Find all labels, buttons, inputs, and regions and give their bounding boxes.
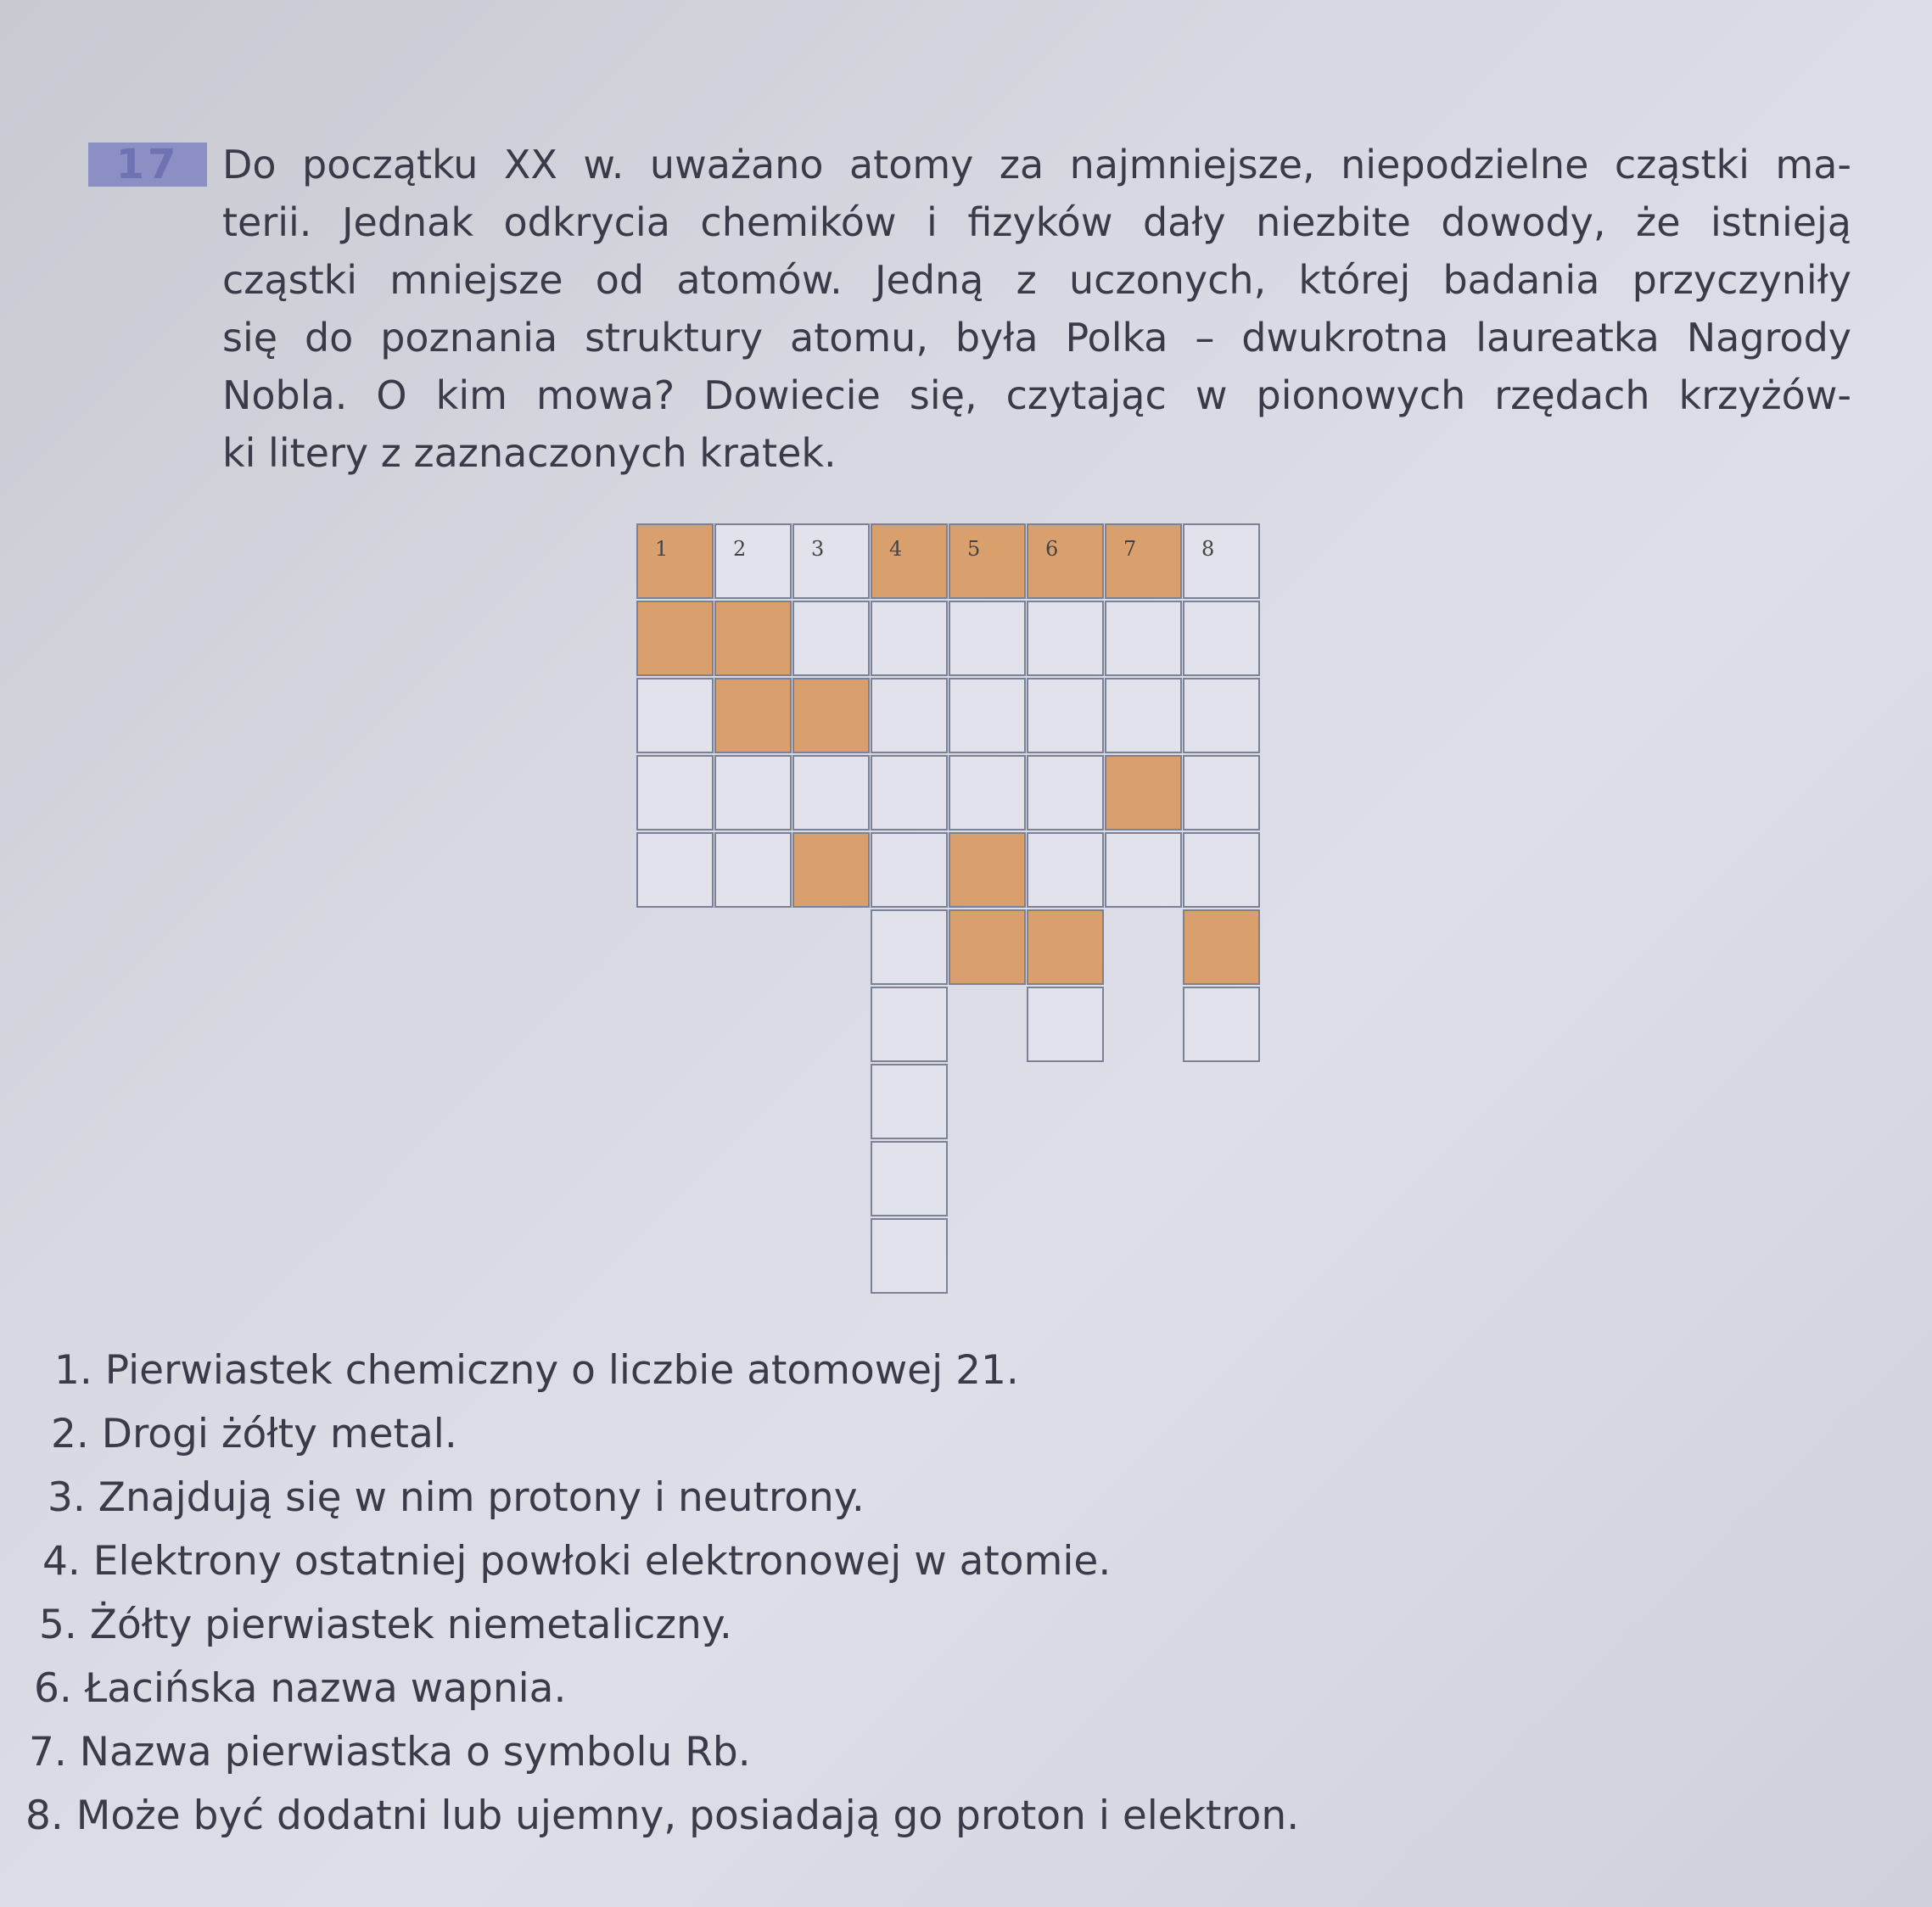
crossword-cell <box>636 678 714 753</box>
crossword-clue-number: 8 <box>1201 537 1215 561</box>
crossword-clue-number: 6 <box>1045 537 1059 561</box>
crossword-cell <box>949 678 1026 753</box>
crossword-cell <box>714 523 792 599</box>
crossword-cell <box>636 832 714 908</box>
crossword-cell <box>1027 601 1104 676</box>
crossword-cell <box>949 909 1026 985</box>
clue-text: Nazwa pierwiastka o symbolu Rb. <box>79 1729 751 1776</box>
crossword-clue-number: 4 <box>889 537 903 561</box>
crossword-clue-number: 5 <box>967 537 981 561</box>
clue-item <box>29 1729 751 1776</box>
crossword-cell <box>949 601 1026 676</box>
clue-text: Pierwiastek chemiczny o liczbie atomowej 21. <box>104 1347 1019 1394</box>
crossword-cell <box>949 755 1026 830</box>
clue-item <box>51 1411 457 1457</box>
crossword-cell <box>949 832 1026 908</box>
crossword-cell <box>871 1141 948 1216</box>
clue-text: Drogi żółty metal. <box>101 1411 457 1457</box>
crossword-clue-number: 7 <box>1123 537 1137 561</box>
clue-item <box>48 1474 865 1521</box>
crossword-cell <box>1105 678 1182 753</box>
crossword-cell <box>1105 755 1182 830</box>
crossword-cell <box>871 909 948 985</box>
intro-line: Do początku XX w. uważano atomy za najmniejsze, niepodzielne cząstki ma- <box>222 142 1851 187</box>
crossword-cell <box>792 832 870 908</box>
task-intro <box>222 136 1851 482</box>
clue-text: Może być dodatni lub ujemny, posiadają go proton i elektron. <box>76 1792 1300 1839</box>
crossword-cell <box>871 678 948 753</box>
crossword-cell <box>1183 987 1260 1062</box>
clue-number: 8. <box>25 1792 76 1839</box>
crossword-cell <box>1183 678 1260 753</box>
crossword-cell <box>636 755 714 830</box>
crossword-cell <box>792 523 870 599</box>
task-number-badge: 17 <box>88 143 207 187</box>
clue-item <box>54 1347 1019 1394</box>
clue-number: 5. <box>39 1602 90 1648</box>
clue-item <box>25 1792 1299 1839</box>
crossword-cell <box>792 601 870 676</box>
crossword-cell <box>1027 832 1104 908</box>
crossword-cell <box>1027 523 1104 599</box>
crossword-cell <box>871 987 948 1062</box>
crossword-cell <box>792 755 870 830</box>
crossword-cell <box>636 523 714 599</box>
crossword-cell <box>871 1064 948 1139</box>
clue-number: 6. <box>34 1665 85 1712</box>
crossword-cell <box>871 601 948 676</box>
crossword-cell <box>1105 832 1182 908</box>
crossword-cell <box>871 832 948 908</box>
crossword-clue-number: 3 <box>811 537 825 561</box>
crossword-cell <box>636 601 714 676</box>
clue-number: 1. <box>54 1347 105 1394</box>
crossword-cell <box>1183 909 1260 985</box>
crossword-cell <box>1105 523 1182 599</box>
crossword-cell <box>1027 909 1104 985</box>
crossword-cell <box>949 523 1026 599</box>
crossword-cell <box>1183 832 1260 908</box>
clue-number: 2. <box>51 1411 102 1457</box>
crossword-clue-number: 2 <box>733 537 747 561</box>
crossword-cell <box>1027 755 1104 830</box>
crossword-cell <box>1027 678 1104 753</box>
crossword-cell <box>1105 601 1182 676</box>
crossword-cell <box>871 755 948 830</box>
clue-number: 4. <box>42 1538 93 1585</box>
crossword-cell <box>1183 523 1260 599</box>
crossword-cell <box>714 832 792 908</box>
crossword-cell <box>1027 987 1104 1062</box>
intro-line: cząstki mniejsze od atomów. Jedną z uczonych, której badania przyczyniły <box>222 257 1851 303</box>
clue-item <box>42 1538 1111 1585</box>
clue-text: Elektrony ostatniej powłoki elektronowej w atomie. <box>92 1538 1112 1585</box>
crossword-cell <box>871 1218 948 1294</box>
crossword-cell <box>714 755 792 830</box>
clue-text: Znajdują się w nim protony i neutrony. <box>98 1474 865 1521</box>
clue-number: 3. <box>48 1474 98 1521</box>
crossword-cell <box>714 601 792 676</box>
crossword-cell <box>871 523 948 599</box>
clue-number: 7. <box>29 1729 80 1776</box>
crossword-clue-number: 1 <box>655 537 669 561</box>
intro-line: się do poznania struktury atomu, była Polka – dwukrotna laureatka Nagrody <box>222 315 1851 361</box>
crossword-cell <box>792 678 870 753</box>
clue-text: Żółty pierwiastek niemetaliczny. <box>89 1602 732 1648</box>
intro-line: ki litery z zaznaczonych kratek. <box>222 430 837 476</box>
crossword-cell <box>1183 601 1260 676</box>
clue-item <box>34 1665 566 1712</box>
clue-item <box>39 1602 732 1648</box>
intro-line: terii. Jednak odkrycia chemików i fizyków dały niezbite dowody, że istnieją <box>222 199 1851 245</box>
crossword-cell <box>1183 755 1260 830</box>
crossword-cell <box>714 678 792 753</box>
clue-text: Łacińska nazwa wapnia. <box>84 1665 567 1712</box>
intro-line: Nobla. O kim mowa? Dowiecie się, czytając w pionowych rzędach krzyżów- <box>222 372 1851 418</box>
